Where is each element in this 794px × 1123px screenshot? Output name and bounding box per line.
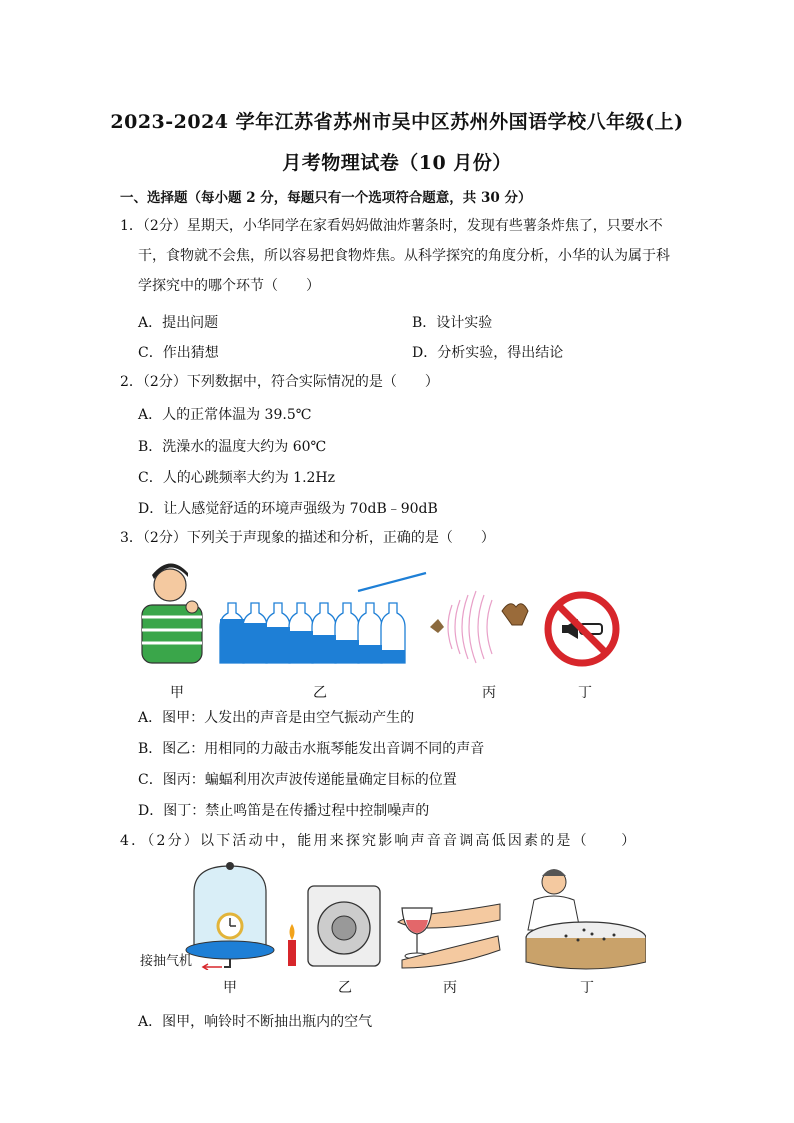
q3-label-bing: 丙 xyxy=(482,685,496,701)
question-1-line-1: 1．（2分）星期天，小华同学在家看妈妈做油炸薯条时，发现有些薯条炸焦了，只要水不 xyxy=(120,218,663,234)
q2-option-b: B．洗澡水的温度大约为 60℃ xyxy=(138,439,327,455)
q2-option-c: C．人的心跳频率大约为 1.2Hz xyxy=(138,470,336,486)
candle-speaker-illustration xyxy=(288,886,380,966)
question-1 xyxy=(120,211,680,301)
person-illustration xyxy=(142,563,202,663)
q4-note-pump: 接抽气机 xyxy=(140,954,193,969)
bell-jar-illustration xyxy=(186,862,274,970)
q1-option-c: C．作出猜想 xyxy=(138,345,219,361)
question-1-line-3: 学探究中的哪个环节（ ） xyxy=(138,278,320,294)
q2-option-a: A．人的正常体温为 39.5℃ xyxy=(138,407,312,423)
paper-title-line1: 2023-2024 学年江苏省苏州市吴中区苏州外国语学校八年级(上) xyxy=(110,111,684,133)
q2-option-d: D．让人感觉舒适的环境声强级为 70dB﹣90dB xyxy=(138,501,438,517)
q4-option-a: A．图甲，响铃时不断抽出瓶内的空气 xyxy=(138,1014,373,1030)
q3-label-jia: 甲 xyxy=(170,685,184,701)
question-1-line-2: 干，食物就不会焦，所以容易把食物炸焦。从科学探究的角度分析，小华的认为属于科 xyxy=(138,248,670,264)
q3-option-c: C．图丙：蝙蝠利用次声波传递能量确定目标的位置 xyxy=(138,772,457,788)
q4-figure xyxy=(136,860,646,970)
q3-label-ding: 丁 xyxy=(578,685,592,701)
question-3: 3．（2分）下列关于声现象的描述和分析，正确的是（ ） xyxy=(120,530,495,546)
q3-label-yi: 乙 xyxy=(313,685,327,701)
q4-label-yi: 乙 xyxy=(338,980,352,996)
drum-illustration xyxy=(526,869,646,969)
q3-option-a: A．图甲：人发出的声音是由空气振动产生的 xyxy=(138,710,415,726)
no-horn-sign-icon xyxy=(548,595,616,663)
q1-option-d: D．分析实验，得出结论 xyxy=(412,345,564,361)
wine-glass-illustration xyxy=(398,904,500,968)
question-4: 4．（2分）以下活动中，能用来探究影响声音音调高低因素的是（ ） xyxy=(120,833,638,849)
bottle-xylophone xyxy=(220,573,426,663)
bat-echolocation xyxy=(430,591,528,663)
q1-option-b: B．设计实验 xyxy=(412,315,493,331)
q4-label-jia: 甲 xyxy=(223,980,237,996)
q3-option-b: B．图乙：用相同的力敲击水瓶琴能发出音调不同的声音 xyxy=(138,741,485,757)
q3-option-d: D．图丁：禁止鸣笛是在传播过程中控制噪声的 xyxy=(138,803,430,819)
section-heading: 一、选择题（每小题 2 分，每题只有一个选项符合题意，共 30 分） xyxy=(120,190,532,206)
q1-option-a: A．提出问题 xyxy=(138,315,219,331)
q4-label-bing: 丙 xyxy=(443,980,457,996)
question-2: 2．（2分）下列数据中，符合实际情况的是（ ） xyxy=(120,374,439,390)
q3-figure xyxy=(130,555,630,675)
paper-title-line2: 月考物理试卷（10 月份） xyxy=(282,152,512,174)
q4-label-ding: 丁 xyxy=(580,980,594,996)
